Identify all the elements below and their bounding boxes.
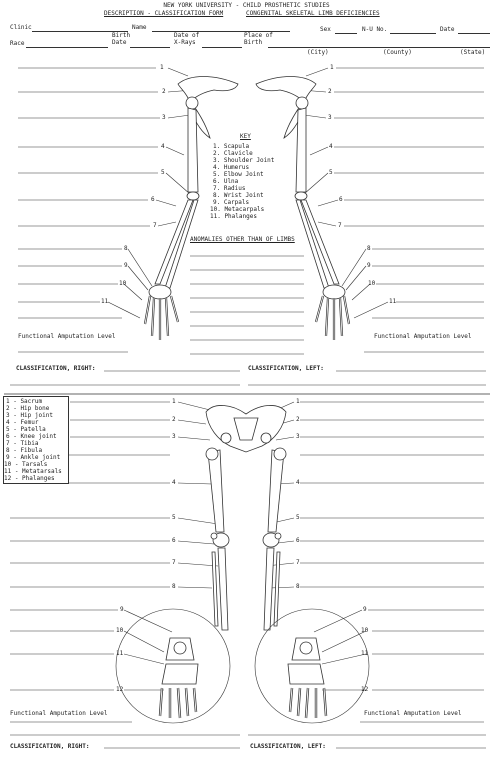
upper-right-num-5: 5 bbox=[161, 169, 165, 176]
birth-date-label-2: Date bbox=[112, 39, 127, 46]
lower-right-num-5: 5 bbox=[172, 514, 176, 521]
place-of-birth-label-1: Place of bbox=[244, 32, 273, 39]
lower-key-item-4: 4 - Femur bbox=[6, 419, 39, 426]
upper-right-num-2: 2 bbox=[162, 88, 166, 95]
upper-right-num-6: 6 bbox=[151, 196, 155, 203]
xray-date-label-1: Date of bbox=[174, 32, 200, 39]
upper-key-title: KEY bbox=[240, 133, 251, 140]
lower-left-num-11: 11 bbox=[361, 650, 369, 657]
lower-key-item-12: 12 - Phalanges bbox=[4, 475, 55, 482]
lower-classification-right: CLASSIFICATION, RIGHT: bbox=[10, 743, 90, 750]
lower-key-item-2: 2 - Hip bone bbox=[6, 405, 50, 412]
key-item-1: 1. Scapula bbox=[213, 143, 250, 150]
lower-right-num-3: 3 bbox=[172, 433, 176, 440]
lower-key-item-11: 11 - Metatarsals bbox=[4, 468, 62, 475]
lower-right-num-2: 2 bbox=[172, 416, 176, 423]
lower-right-num-10: 10 bbox=[116, 627, 124, 634]
lower-right-num-6: 6 bbox=[172, 537, 176, 544]
lower-right-num-9: 9 bbox=[120, 606, 124, 613]
anomalies-title: ANOMALIES OTHER THAN OF LIMBS bbox=[190, 236, 295, 243]
upper-left-num-1: 1 bbox=[330, 64, 334, 71]
key-item-5: 5. Elbow Joint bbox=[213, 171, 264, 178]
key-item-9: 9. Carpals bbox=[213, 199, 250, 206]
key-item-2: 2. Clavicle bbox=[213, 150, 253, 157]
lower-key-item-8: 8 - Fibula bbox=[6, 447, 43, 454]
lower-right-num-1: 1 bbox=[172, 398, 176, 405]
sex-label: Sex bbox=[320, 26, 331, 33]
upper-right-num-4: 4 bbox=[161, 143, 165, 150]
upper-classification-right: CLASSIFICATION, RIGHT: bbox=[16, 365, 96, 372]
upper-left-num-7: 7 bbox=[338, 222, 342, 229]
lower-left-num-7: 7 bbox=[296, 559, 300, 566]
lower-key-item-5: 5 - Patella bbox=[6, 426, 46, 433]
upper-left-num-4: 4 bbox=[329, 143, 333, 150]
key-item-7: 7. Radius bbox=[213, 185, 246, 192]
upper-functional-level-left: Functional Amputation Level bbox=[374, 333, 472, 340]
lower-functional-level-left: Functional Amputation Level bbox=[364, 710, 462, 717]
nyu-no-label: N-U No. bbox=[362, 26, 388, 33]
lower-right-num-7: 7 bbox=[172, 559, 176, 566]
upper-left-num-6: 6 bbox=[339, 196, 343, 203]
form-subtitle: CONGENITAL SKELETAL LIMB DEFICIENCIES bbox=[246, 10, 380, 17]
upper-left-num-2: 2 bbox=[328, 88, 332, 95]
upper-functional-level-right: Functional Amputation Level bbox=[18, 333, 116, 340]
lower-key-item-10: 10 - Tarsals bbox=[4, 461, 48, 468]
xray-date-label-2: X-Rays bbox=[174, 39, 196, 46]
lower-functional-level-right: Functional Amputation Level bbox=[10, 710, 108, 717]
lower-right-num-11: 11 bbox=[116, 650, 124, 657]
upper-right-num-8: 8 bbox=[124, 245, 128, 252]
state-label: (State) bbox=[460, 49, 486, 56]
lower-left-num-3: 3 bbox=[296, 433, 300, 440]
lower-left-num-10: 10 bbox=[361, 627, 369, 634]
clinic-label: Clinic bbox=[10, 24, 32, 31]
lower-left-num-8: 8 bbox=[296, 583, 300, 590]
race-label: Race bbox=[10, 40, 25, 47]
county-label: (County) bbox=[383, 49, 412, 56]
key-item-6: 6. Ulna bbox=[213, 178, 239, 185]
name-label: Name bbox=[132, 24, 147, 31]
lower-key-item-9: 9 - Ankle joint bbox=[6, 454, 61, 461]
upper-left-num-5: 5 bbox=[329, 169, 333, 176]
lower-left-num-9: 9 bbox=[363, 606, 367, 613]
lower-left-num-6: 6 bbox=[296, 537, 300, 544]
birth-date-label-1: Birth bbox=[112, 32, 131, 39]
place-of-birth-label-2: Birth bbox=[244, 39, 263, 46]
upper-right-num-7: 7 bbox=[153, 222, 157, 229]
upper-right-num-9: 9 bbox=[124, 262, 128, 269]
upper-left-num-10: 10 bbox=[368, 280, 376, 287]
upper-left-num-8: 8 bbox=[367, 245, 371, 252]
upper-left-num-3: 3 bbox=[328, 114, 332, 121]
key-item-11: 11. Phalanges bbox=[210, 213, 257, 220]
upper-left-num-9: 9 bbox=[367, 262, 371, 269]
lower-right-num-8: 8 bbox=[172, 583, 176, 590]
lower-key-item-6: 6 - Knee joint bbox=[6, 433, 57, 440]
upper-classification-left: CLASSIFICATION, LEFT: bbox=[248, 365, 324, 372]
lower-left-num-2: 2 bbox=[296, 416, 300, 423]
city-label: (City) bbox=[307, 49, 329, 56]
lower-right-num-12: 12 bbox=[116, 686, 124, 693]
form-title: DESCRIPTION - CLASSIFICATION FORM bbox=[104, 10, 224, 17]
upper-right-num-3: 3 bbox=[162, 114, 166, 121]
upper-left-num-11: 11 bbox=[389, 298, 397, 305]
upper-right-num-1: 1 bbox=[160, 64, 164, 71]
lower-key-item-1: 1 - Sacrum bbox=[6, 398, 43, 405]
lower-right-num-4: 4 bbox=[172, 479, 176, 486]
lower-left-num-4: 4 bbox=[296, 479, 300, 486]
key-item-3: 3. Shoulder Joint bbox=[213, 157, 275, 164]
lower-left-num-1: 1 bbox=[296, 398, 300, 405]
lower-left-num-5: 5 bbox=[296, 514, 300, 521]
upper-right-num-10: 10 bbox=[119, 280, 127, 287]
key-item-4: 4. Humerus bbox=[213, 164, 250, 171]
institution-title: NEW YORK UNIVERSITY - CHILD PROSTHETIC STUDIES bbox=[163, 2, 330, 9]
lower-key-item-3: 3 - Hip joint bbox=[6, 412, 53, 419]
key-item-8: 8. Wrist Joint bbox=[213, 192, 264, 199]
lower-classification-left: CLASSIFICATION, LEFT: bbox=[250, 743, 326, 750]
key-item-10: 10. Metacarpals bbox=[210, 206, 265, 213]
date-label: Date bbox=[440, 26, 455, 33]
lower-left-num-12: 12 bbox=[361, 686, 369, 693]
upper-right-num-11: 11 bbox=[101, 298, 109, 305]
lower-key-item-7: 7 - Tibia bbox=[6, 440, 39, 447]
